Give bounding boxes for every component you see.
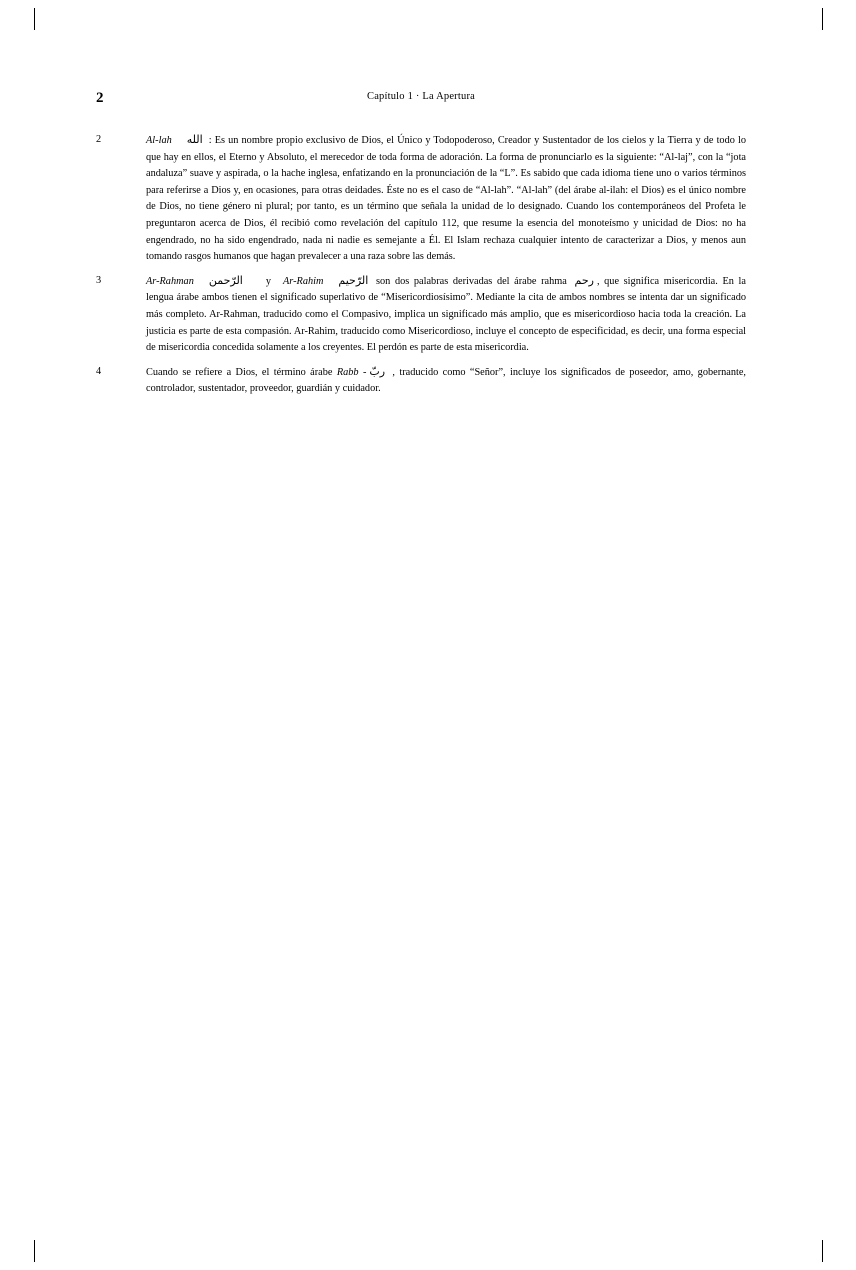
- conjunction: y: [265, 275, 272, 287]
- paragraph-text: son dos palabras derivadas del árabe rahma: [371, 275, 572, 287]
- term-transliteration: Al-lah: [146, 135, 172, 146]
- page-number: 2: [96, 90, 104, 106]
- numbered-paragraph: [96, 273, 746, 357]
- paragraph-text: : Es un nombre propio exclusivo de Dios, el Único y Todopoderoso, Creador y Sustentador de los cielos y la Tierra y de todo lo que hay en ellos, el Eterno y Absoluto, el merecedor de toda forma de adoración. La forma de pronunciarlo es la siguiente: “Al-laj”, con la “jota andaluza” suave y aspirada, o la hache inglesa, enfatizando en la pronunciación de la “L”. Es sabido que cada idioma tiene uno o varios términos para referirse a Dios y, en ocasiones, para otras deidades. Éste no es el caso de “Al-lah”. “Al-lah” (del árabe al-ilah: el Dios) es el único nombre de Dios, no tiene género ni plural; por tanto, es un término que señala la unidad de lo designado. Cuando los contemporáneos del Profeta le preguntaron acerca de Dios, él recibió como revelación del capítulo 112, que resume la esencia del monoteísmo y unicidad de Dios: no ha engendrado, no ha sido engendrado, nada ni nadie es semejante a Él. El Islam rechaza cualquier intento de caracterizar a Dios, y menos aun tomando rasgos humanos que hagan prevalecer a una raza sobre las demás.: [146, 135, 746, 263]
- paragraph-body: [146, 132, 746, 266]
- crop-mark-top-right: [822, 8, 823, 30]
- term-transliteration-2: Ar-Rahim: [283, 275, 324, 287]
- numbered-paragraph: [96, 364, 746, 398]
- paragraph-body: [146, 273, 746, 357]
- arabic-term: الرّحمن: [208, 273, 243, 287]
- arabic-term: الله: [186, 133, 203, 146]
- crop-mark-bottom-left: [34, 1240, 35, 1262]
- paragraph-number: 2: [96, 134, 102, 145]
- arabic-term-2: الرّحيم: [338, 273, 369, 287]
- page-header: [96, 88, 746, 114]
- numbered-paragraph: [96, 132, 746, 266]
- paragraph-text-2: , que significa misericordia. En la lengua árabe ambos tienen el significado superlativo de “Misericordiosísimo”. Mediante la cita de ambos nombres se intenta dar un significado más completo. Ar-Rahman, traducido como el Compasivo, implica un significado más amplio, que es misericordioso hacia toda la creación. La justicia es parte de esta compasión. Ar-Rahim, traducido como Misericordioso, incluye el concepto de especificidad, es decir, una forma especial de misericordia concedida solamente a los creyentes. El perdón es parte de esta misericordia.: [146, 275, 746, 354]
- crop-mark-top-left: [34, 8, 35, 30]
- arabic-term-3: رحم: [574, 273, 594, 287]
- paragraph-text: , traducido como “Señor”, incluye los significados de poseedor, amo, gobernante, controlador, sustentador, proveedor, guardián y cuidador.: [146, 366, 746, 395]
- paragraph-body: [146, 364, 746, 398]
- paragraph-number: 4: [96, 365, 102, 377]
- page-content: [96, 88, 746, 405]
- term-transliteration: Rabb: [336, 366, 359, 378]
- crop-mark-bottom-right: [822, 1240, 823, 1262]
- term-transliteration: Ar-Rahman: [146, 275, 194, 287]
- paragraph-text-pre: Cuando se refiere a Dios, el término árabe: [146, 366, 337, 378]
- dash: -: [362, 366, 367, 378]
- running-title: Capítulo 1 · La Apertura: [366, 91, 476, 102]
- paragraph-number: 3: [96, 274, 102, 286]
- arabic-term: ربّ: [369, 364, 386, 378]
